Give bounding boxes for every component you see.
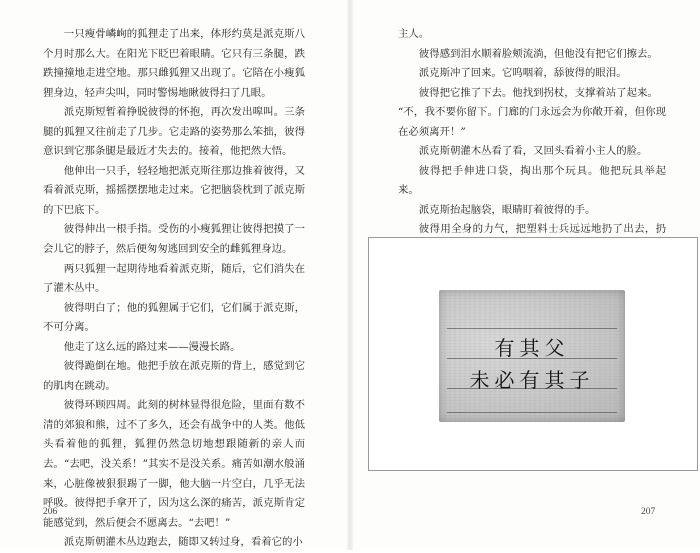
- chalk-rule-line: [447, 328, 617, 329]
- chalk-text-line-2: 未必有其子: [469, 368, 595, 392]
- left-paragraph-9: 彼得环顾四周。此刻的树林显得很危险，里面有数不清的郊狼和熊，过不了多久，还会有战争中的人类。他低头看着他的狐狸，狐狸仍然急切地想跟随新的亲人而去。“去吧，没关系！”其实不是没关系。痛苦如潮水般涌来，心脏像被狠狠踢了一脚，他大脑一片空白，几乎无法呼吸。彼得把手拿开了，因为这么深的痛苦，派克斯肯定能感觉到，然后便会不愿离去。“去吧！”: [43, 399, 305, 529]
- left-paragraph-4: 彼得伸出一根手指。受伤的小瘦狐狸让彼得把摸了一会儿它的脖子，然后便匆匆逃回到安全的雌狐狸身边。: [43, 223, 305, 256]
- chalkboard-illustration: [439, 290, 625, 422]
- right-paragraph-3: 派克斯冲了回来。它呜咽着，舔彼得的眼泪。: [418, 67, 627, 80]
- left-page-text: [43, 25, 305, 553]
- right-paragraph-7: 彼得把手伸进口袋，掏出那个玩具。他把玩具举起来。: [398, 164, 666, 197]
- left-paragraph-3: 他伸出一只手，轻轻地把派克斯往那边推着彼得，又看着派克斯，摇摇摆摆地走过来。它把脑袋枕到了派克斯的下巴底下。: [43, 164, 305, 216]
- page-number-left: 206: [43, 507, 58, 517]
- right-paragraph-4: 彼得把它推了下去。他找到拐杖，支撑着站了起来。: [418, 86, 658, 99]
- left-paragraph-8: 彼得跪倒在地。他把手放在派克斯的背上，感觉到它的肌肉在跳动。: [43, 360, 305, 392]
- left-paragraph-1: 一只瘦骨嶙峋的狐狸走了出来，体形约莫是派克斯八个月时那么大。在阳光下眨巴着眼睛。它只有三条腿，跌跌撞撞地走进空地。那只雌狐狸又出现了。它陪在小瘦狐狸身边，轻声尖叫，同时警惕地瞅彼得扫了几眼。: [43, 28, 305, 99]
- page-number-right: 207: [641, 507, 656, 517]
- left-paragraph-5: 两只狐狸一起期待地看着派克斯，随后，它们消失在了灌木丛中。: [43, 262, 305, 295]
- right-paragraph-5: “不，我不要你留下。门廊的门永远会为你敞开着，但你现在必须离开！”: [398, 106, 666, 138]
- left-paragraph-10: 派克斯朝灌木丛边跑去，随即又转过身，看着它的小: [63, 536, 303, 549]
- right-paragraph-1: 主人。: [398, 28, 430, 40]
- chalk-text-line-1: 有其父: [494, 336, 570, 360]
- book-gutter: [347, 0, 353, 550]
- left-paragraph-6: 彼得明白了；他的狐狸属于它们，它们属于派克斯，不可分离。: [43, 301, 305, 334]
- right-page-text: [398, 25, 666, 260]
- chalk-rule-line: [447, 412, 617, 413]
- right-paragraph-2: 彼得感到泪水顺着脸颊流淌，但他没有把它们擦去。: [418, 47, 658, 60]
- left-paragraph-2: 派克斯短暂着挣脱彼得的怀抱，再次发出嗥叫。三条腿的狐狸又往前走了几步。它走路的姿势那么笨拙，彼得意识到它那条腿是最近才失去的。接着，他把然大悟。: [43, 106, 305, 158]
- right-paragraph-9: 彼得用全身的力气，把塑料士兵远远地扔了出去，扔: [418, 223, 666, 236]
- right-paragraph-6: 派克斯朝灌木丛看了看，又回头看着小主人的脸。: [418, 145, 648, 158]
- illustration-frame: [368, 237, 698, 471]
- left-paragraph-7: 他走了这么远的路过来——漫漫长路。: [63, 340, 241, 353]
- right-paragraph-8: 派克斯抬起脑袋，眼睛盯着彼得的手。: [418, 203, 596, 216]
